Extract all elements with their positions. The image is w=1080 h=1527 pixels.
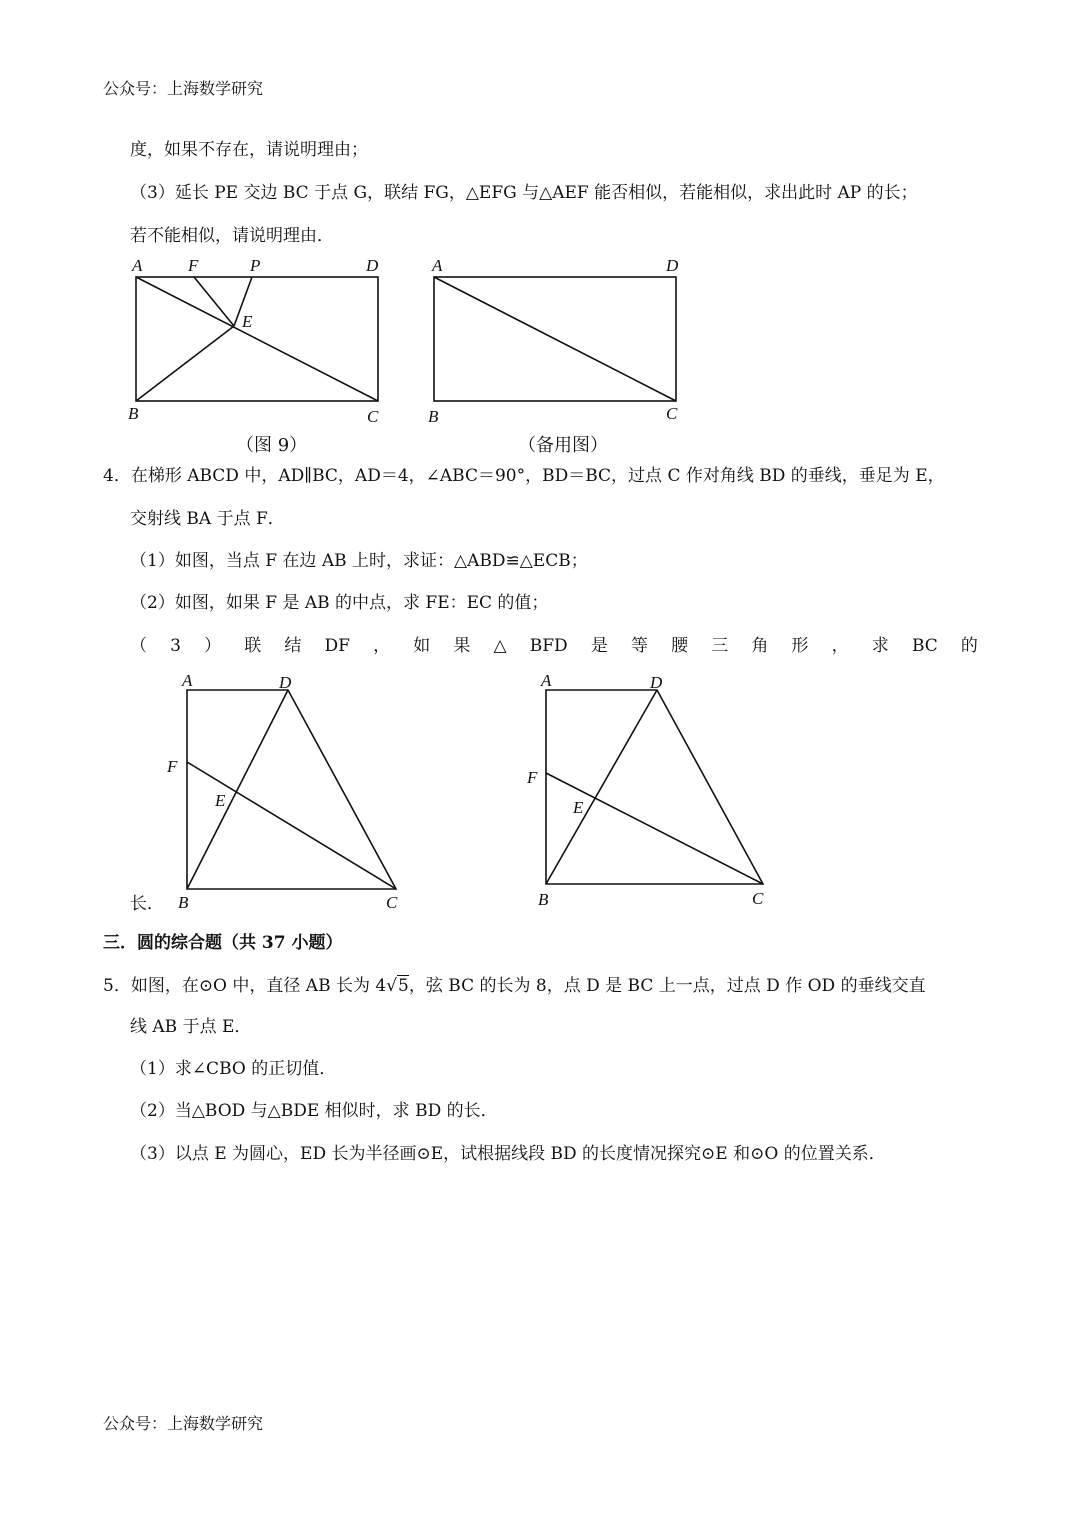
q4-figure-2	[520, 665, 780, 915]
q4-part3-token: △	[493, 636, 507, 656]
q4-part3-token: 是	[590, 636, 608, 656]
backup-diagonal-ac	[434, 277, 676, 401]
q4f1-label-e: E	[215, 791, 226, 810]
q4-part3-token: 的	[960, 636, 978, 656]
q5-line1-end: ，弦 BC 的长为 8，点 D 是 BC 上一点，过点 D 作 OD 的垂线交直	[408, 976, 926, 996]
q4-part3-line	[130, 636, 978, 656]
q4f2-label-f: F	[527, 768, 538, 787]
q4-part3-token: 结	[284, 636, 302, 656]
fig9-label-c: C	[367, 407, 379, 426]
fig9-segment-be	[136, 326, 234, 401]
q4-part3-token: 求	[871, 636, 889, 656]
q4-part3-end: 长．	[130, 894, 164, 914]
sqrt-symbol: √	[386, 976, 398, 996]
q5-line1-start: 5．如图，在⊙O 中，直径 AB 长为 4	[103, 976, 387, 996]
q4f1-label-b: B	[178, 893, 189, 912]
fig9-diagonal-ac	[136, 277, 378, 401]
q5-sqrt-radicand: 5	[398, 976, 409, 996]
q4-part3-token: 腰	[671, 636, 689, 656]
q4-line2: 交射线 BA 于点 F．	[130, 509, 285, 529]
q4f2-label-a: A	[541, 671, 552, 690]
backup-figure-caption: （备用图）	[518, 435, 608, 456]
fig9-label-a: A	[132, 256, 143, 275]
fig9-label-f: F	[188, 256, 199, 275]
q5-line2: 线 AB 于点 E．	[130, 1017, 252, 1037]
q4-part3-token: 等	[630, 636, 648, 656]
q4-figure-1	[160, 665, 420, 915]
figure-9-caption: （图 9）	[236, 435, 308, 456]
q4f2-label-b: B	[538, 890, 549, 909]
q4f2-label-c: C	[752, 889, 764, 908]
q4-part3-token: 果	[453, 636, 471, 656]
q4-part3-token: ）	[204, 636, 222, 656]
q5-part1: （1）求∠CBO 的正切值．	[130, 1059, 337, 1079]
q4f1-label-d: D	[279, 673, 292, 692]
q4-part2: （2）如图，如果 F 是 AB 的中点，求 FE：EC 的值；	[130, 593, 549, 613]
q4f1-label-f: F	[167, 757, 178, 776]
q4-part3-token: （	[130, 636, 147, 656]
q4f2-diagonal-bd	[546, 690, 657, 884]
q3-part3-line2: 若不能相似，请说明理由．	[130, 226, 334, 246]
q4-line1: 4．在梯形 ABCD 中，AD∥BC，AD＝4，∠ABC＝90°，BD＝BC，过点 C 作对角线 BD 的垂线，垂足为 E，	[103, 466, 945, 486]
q4f1-diagonal-bd	[187, 690, 288, 889]
q4f1-label-a: A	[182, 671, 193, 690]
backup-label-d: D	[666, 256, 679, 275]
q4f2-label-e: E	[573, 798, 584, 817]
backup-label-c: C	[666, 404, 678, 423]
q4-part3-token: 三	[711, 636, 729, 656]
q3-continuation-line: 度，如果不存在，请说明理由；	[130, 140, 368, 160]
q4-part3-token: DF	[324, 636, 350, 656]
page-footer: 公众号：上海数学研究	[103, 1414, 264, 1433]
q4f1-trapezoid	[187, 690, 396, 889]
q4f2-trapezoid	[546, 690, 763, 884]
q4f1-label-c: C	[386, 893, 398, 912]
q4-part1: （1）如图，当点 F 在边 AB 上时，求证：△ABD≌△ECB；	[130, 551, 588, 571]
q4-part3-token: BC	[911, 636, 938, 656]
q4-part3-token: 联	[244, 636, 262, 656]
fig9-label-e: E	[242, 312, 253, 331]
fig9-label-d: D	[366, 256, 379, 275]
backup-label-b: B	[428, 407, 439, 426]
fig9-label-p: P	[250, 256, 261, 275]
q4-part3-token: ，	[831, 636, 849, 656]
q4-part3-token: 形	[791, 636, 809, 656]
q4f2-label-d: D	[650, 673, 663, 692]
q3-part3-line1: （3）延长 PE 交边 BC 于点 G，联结 FG，△EFG 与△AEF 能否相似，若能相似，求出此时 AP 的长；	[130, 183, 918, 203]
fig9-label-b: B	[128, 404, 139, 423]
q4-part3-token: BFD	[529, 636, 568, 656]
fig9-segment-fe	[194, 277, 234, 326]
q4-part3-token: 3	[170, 636, 181, 656]
backup-label-a: A	[432, 256, 443, 275]
q5-part2: （2）当△BOD 与△BDE 相似时，求 BD 的长．	[130, 1101, 498, 1121]
section-3-title: 三．圆的综合题（共 37 小题）	[103, 933, 343, 953]
page-header: 公众号：上海数学研究	[103, 79, 264, 98]
q4-part3-token: 角	[751, 636, 769, 656]
q5-part3: （3）以点 E 为圆心，ED 长为半径画⊙E，试根据线段 BD 的长度情况探究⊙E 和⊙O 的位置关系．	[130, 1144, 886, 1164]
backup-figure	[420, 250, 700, 430]
figure-9	[120, 250, 400, 430]
q4-part3-token: ，	[373, 636, 391, 656]
q5-line1	[103, 976, 926, 996]
q4-part3-token: 如	[413, 636, 431, 656]
